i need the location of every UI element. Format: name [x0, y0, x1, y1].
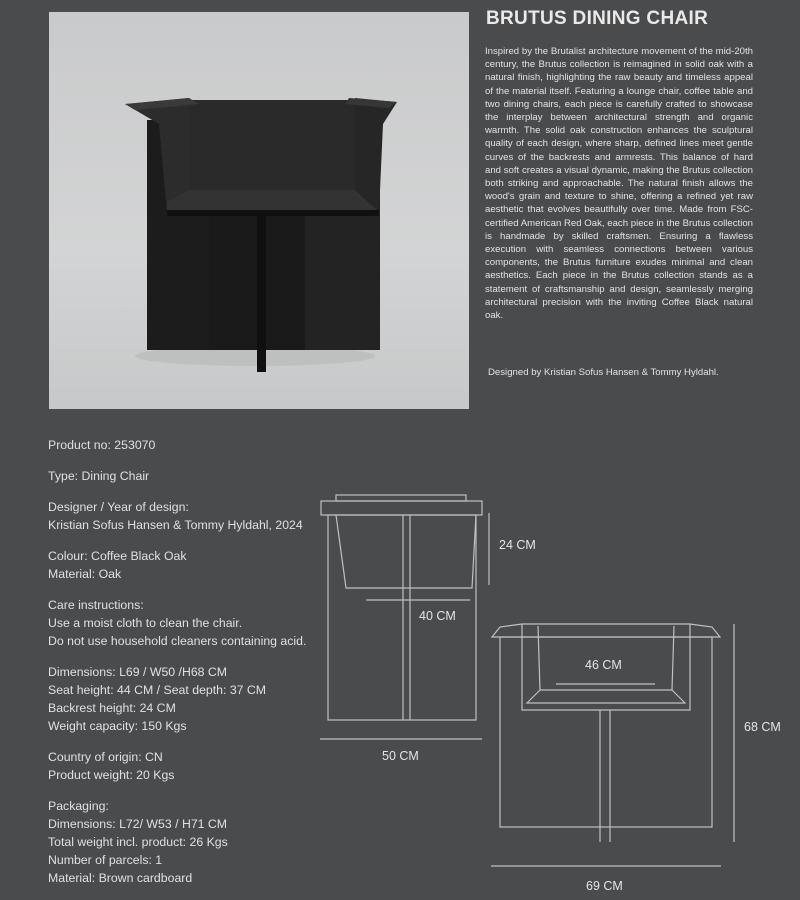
product-description: Inspired by the Brutalist architecture movement of the mid-20th century, the Brutus collection is reimagined in solid oak with a natural finish, highlighting the raw beauty and timeless appeal of the material itself. Featuring a lounge chair, coffee table and two dining chairs, each piece is carefully crafted to showcase the interplay between architectural strength and organic warmth. The solid oak construction enhances the sculptural quality of each design, where sharp, defined lines meet gentle curves of the backrests and armrests. This balance of hard and soft creates a visual dynamic, making the Brutus collection both striking and approachable. The natural finish allows the wood's grain and texture to shine, offering a refined yet raw aesthetic that evolves beautifully over time. Made from FSC-certified American Red Oak, each piece in the Brutus collection is handmade by skilled craftsmen. Ensuring a flawless execution with seamless connections between various components, the Brutus furniture exudes minimal and clean aesthetics. Each piece in the Brutus collection stands as a statement of craftsmanship and design, seamlessly merging architectural precision with the inviting Coffee Black natural oak. — [485, 46, 753, 322]
country-of-origin: Country of origin: CN — [48, 750, 163, 764]
care-line-2: Do not use household cleaners containing acid. — [48, 634, 307, 648]
care-line-1: Use a moist cloth to clean the chair. — [48, 616, 243, 630]
seat-size: Seat height: 44 CM / Seat depth: 37 CM — [48, 683, 267, 697]
weight-capacity: Weight capacity: 150 Kgs — [48, 719, 187, 733]
designer-credit: Designed by Kristian Sofus Hansen & Tommy Hyldahl. — [488, 367, 719, 378]
backrest-height: Backrest height: 24 CM — [48, 701, 176, 715]
colour: Colour: Coffee Black Oak — [48, 549, 187, 563]
designer-label: Designer / Year of design: — [48, 500, 189, 514]
product-title: BRUTUS DINING CHAIR — [486, 8, 709, 29]
product-weight: Product weight: 20 Kgs — [48, 768, 175, 782]
dimensions: Dimensions: L69 / W50 /H68 CM — [48, 665, 228, 679]
dim-side-width: 50 CM — [382, 749, 419, 763]
care-label: Care instructions: — [48, 598, 144, 612]
dim-total-length: 69 CM — [586, 879, 623, 893]
packaging-weight: Total weight incl. product: 26 Kgs — [48, 835, 228, 849]
designer-value: Kristian Sofus Hansen & Tommy Hyldahl, 2024 — [48, 518, 303, 532]
packaging-label: Packaging: — [48, 799, 109, 813]
dim-seat-depth: 40 CM — [419, 609, 456, 623]
product-type: Type: Dining Chair — [48, 469, 150, 483]
packaging-material: Material: Brown cardboard — [48, 871, 193, 885]
product-number: Product no: 253070 — [48, 438, 156, 452]
dim-total-height: 68 CM — [744, 720, 781, 734]
dim-inner-width: 46 CM — [585, 658, 622, 672]
number-of-parcels: Number of parcels: 1 — [48, 853, 163, 867]
packaging-dimensions: Dimensions: L72/ W53 / H71 CM — [48, 817, 228, 831]
dim-backrest-height: 24 CM — [499, 538, 536, 552]
side-view-drawing — [320, 495, 489, 739]
material: Material: Oak — [48, 567, 122, 581]
